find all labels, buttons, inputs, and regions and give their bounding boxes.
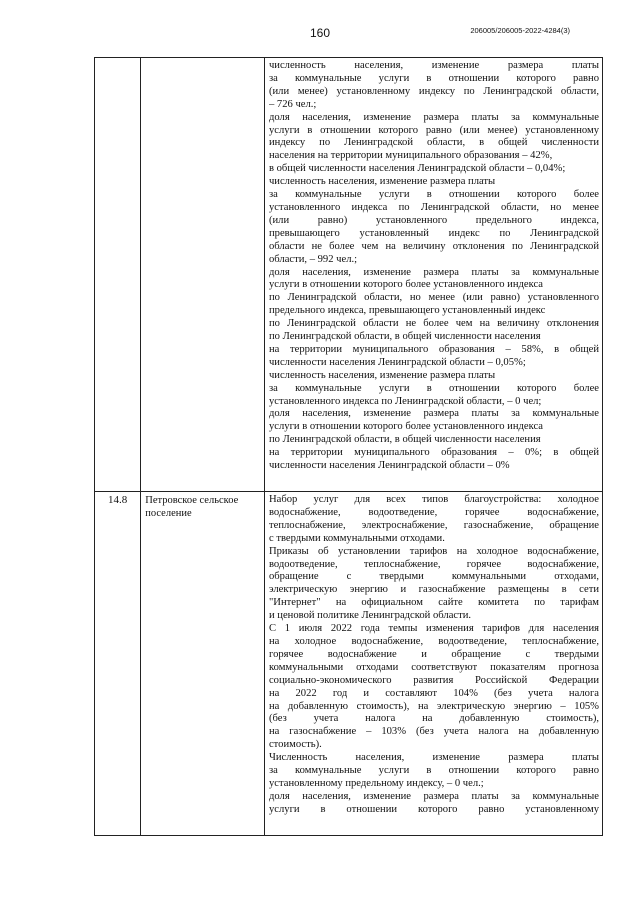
text-line: услуги в отношении которого равно установленному [268, 803, 599, 815]
text-line: на газоснабжение – 103% (без учета налога на добавленную [268, 726, 599, 738]
text-line: Численность населения, изменение размера платы [268, 752, 599, 764]
text-line: превышающего установленный индекс по Ленинградской [268, 227, 599, 239]
text-line: Приказы об установлении тарифов на холодное водоснабжение, [268, 545, 599, 557]
text-line: индексу по Ленинградской области, в общей численности [268, 137, 599, 149]
document-id: 206005/206005-2022-4284(3) [470, 26, 570, 35]
text-line: – 726 чел.; [268, 98, 317, 110]
text-line: населения на территории муниципального образования – 42%, [268, 150, 553, 162]
indicators-text [269, 494, 599, 817]
text-line: услуги в отношении которого равно (или менее) установленному [268, 124, 599, 136]
text-line: на 2022 год и составляют 104% (без учета налога [268, 687, 599, 699]
text-line: установленного индекса по Ленинградской области, но менее [268, 201, 599, 213]
text-line: на территории муниципального образования – 58%, в общей [268, 343, 599, 355]
text-line: численности населения Ленинградской области – 0,05%; [268, 356, 526, 368]
row-number-cell [95, 58, 141, 492]
settlement-name-cell [141, 58, 265, 492]
text-line: "Интернет" на официальном сайте комитета по тарифам [268, 597, 599, 609]
indicators-cell [264, 492, 602, 836]
row-number-cell: 14.8 [95, 492, 141, 836]
page-number: 160 [309, 26, 331, 40]
text-line: численность населения, изменение размера платы [268, 369, 496, 381]
text-line: С 1 июля 2022 года темпы изменения тарифов для населения [268, 623, 599, 635]
text-line: услуги в отношении которого более установленного индекса [268, 421, 543, 433]
text-line: стоимость). [268, 739, 322, 751]
text-line: электрическую энергию и газоснабжение размещены в сети [268, 584, 599, 596]
text-line: социально-экономического развития Российской Федерации [268, 674, 599, 686]
text-line: обращение с твердыми коммунальными отходами, [268, 571, 599, 583]
text-line: по Ленинградской области, в общей численности населения [268, 331, 541, 343]
text-line: доля населения, изменение размера платы за коммунальные [268, 408, 599, 420]
text-line: услуги в отношении которого более установленного индекса [268, 279, 543, 291]
text-line: водоотведение, теплоснабжение, горячее водоснабжение, [268, 558, 599, 570]
text-line: в общей численности населения Ленинградской области – 0,04%; [268, 163, 566, 175]
text-line: (или равно) установленного предельного индекса, [268, 214, 599, 226]
settlement-name-cell: Петровское сельское поселение [141, 492, 265, 836]
text-line: на холодное водоснабжение, водоотведение, теплоснабжение, [268, 635, 599, 647]
tariff-table [94, 57, 603, 836]
text-line: Набор услуг для всех типов благоустройства: холодное [268, 494, 599, 505]
text-line: установленному предельному индексу, – 0 чел.; [268, 777, 484, 789]
text-line: с твердыми коммунальными отходами. [268, 532, 445, 544]
text-line: предельного индекса, превышающего установленный индекс [268, 305, 546, 317]
text-line: доля населения, изменение размера платы за коммунальные [268, 266, 599, 278]
text-line: за коммунальные услуги в отношении которого более [268, 382, 599, 394]
indicators-text [269, 60, 599, 473]
text-line: (без учета налога на добавленную стоимость), [268, 713, 599, 725]
text-line: по Ленинградской области не более чем на величину отклонения [268, 318, 599, 330]
text-line: по Ленинградской области, но менее (или равно) установленного [268, 292, 599, 304]
text-line: доля населения, изменение размера платы за коммунальные [268, 111, 599, 123]
text-line: (или менее) установленному индексу по Ленинградской области, [268, 85, 599, 97]
text-line: коммунальными отходами соответствуют показателям прогноза [268, 661, 599, 673]
indicators-cell [264, 58, 602, 492]
text-line: и ценовой политике Ленинградской области. [268, 610, 472, 622]
text-line: на территории муниципального образования – 0%; в общей [268, 447, 599, 459]
text-line: на добавленную стоимость), на электрическую энергию – 105% [268, 700, 599, 712]
text-line: теплоснабжение, электроснабжение, газоснабжение, обращение [268, 519, 599, 531]
text-line: численность населения, изменение размера платы [268, 60, 599, 71]
text-line: за коммунальные услуги в отношении которого равно [268, 72, 599, 84]
text-line: численности населения Ленинградской области – 0% [268, 460, 510, 472]
text-line: установленного индекса по Ленинградской области, – 0 чел; [268, 395, 542, 407]
text-line: за коммунальные услуги в отношении которого более [268, 189, 599, 201]
text-line: по Ленинградской области, в общей численности населения [268, 434, 541, 446]
text-line: области, – 992 чел.; [268, 253, 358, 265]
text-line: области не более чем на величину отклонения по Ленинградской [268, 240, 599, 252]
text-line: доля населения, изменение размера платы за коммунальные [268, 790, 599, 802]
text-line: численность населения, изменение размера платы [268, 176, 496, 188]
table-row [95, 492, 603, 836]
text-line: водоснабжение, водоотведение, горячее водоснабжение, [268, 506, 599, 518]
text-line: горячее водоснабжение и обращение с твердыми [268, 648, 599, 660]
table-row [95, 58, 603, 492]
text-line: за коммунальные услуги в отношении которого равно [268, 765, 599, 777]
